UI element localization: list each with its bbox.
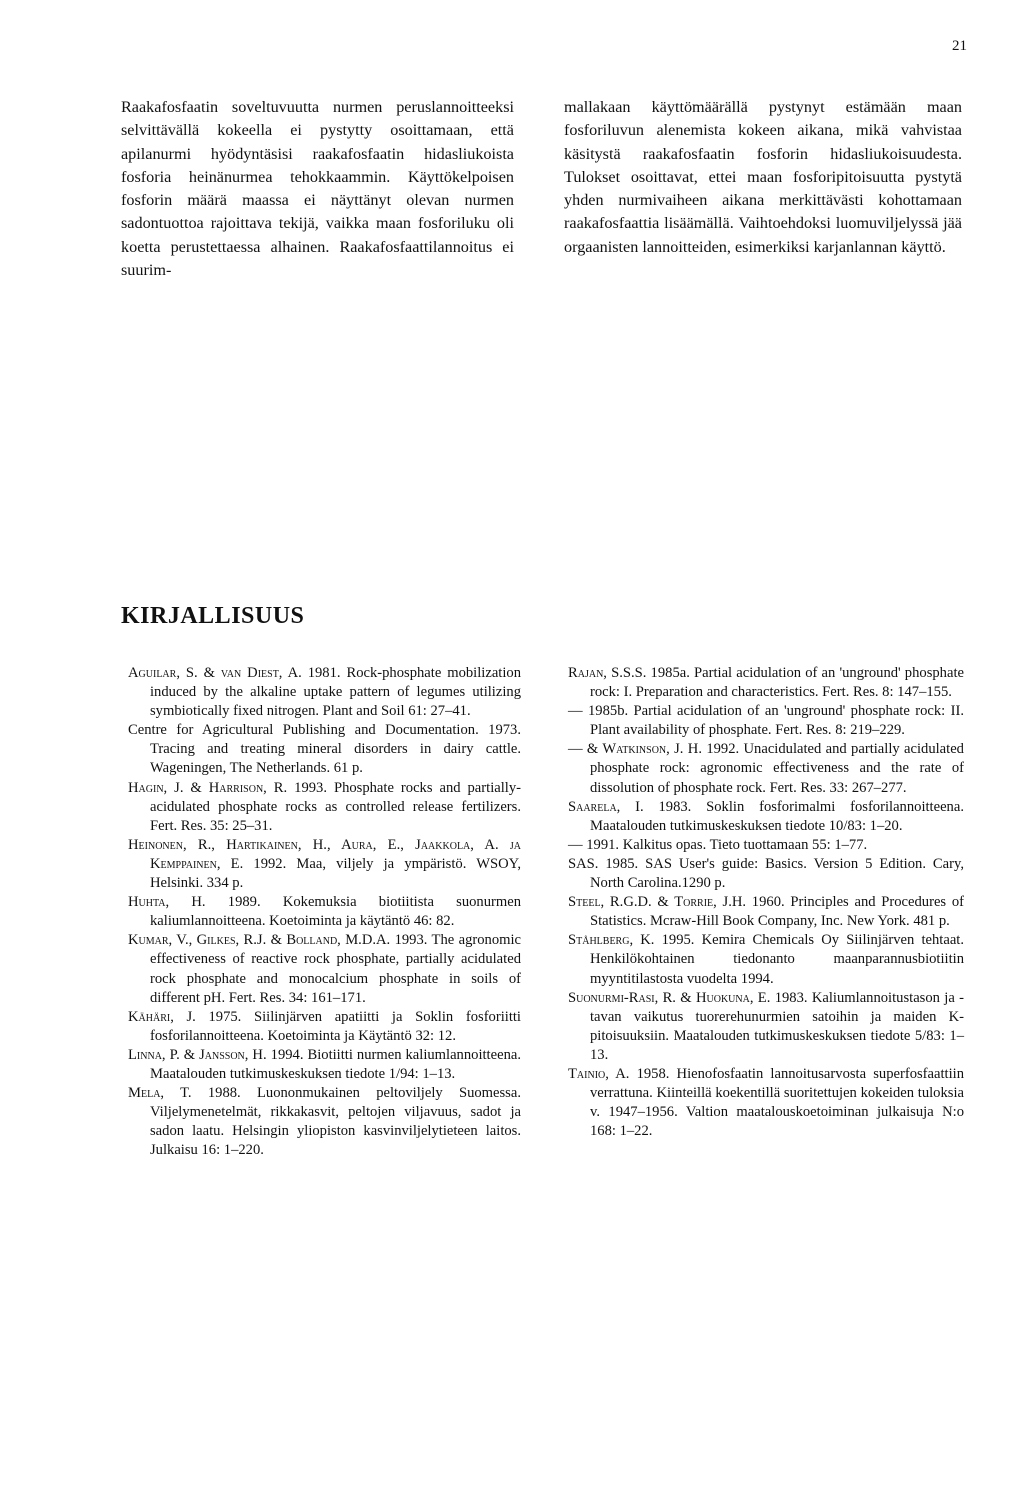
- reference-text: 1985a. Partial acidulation of an 'unground' phosphate rock: I. Preparation and characteristics. Fert. Res. 8: 147–155.: [590, 665, 964, 701]
- reference-text: — 1991. Kalkitus opas. Tieto tuottamaan 55: 1–77.: [568, 836, 868, 853]
- reference-text: 1983. Kaliumlannoitustason ja -tavan vaikutus tuorerehunurmien satoihin ja maiden K-pitoisuuksiin. Maatalouden tutkimuskeskuksen tiedote 5/83: 1–13.: [590, 989, 964, 1063]
- reference-author: — & Watkinson, J. H.: [568, 741, 702, 758]
- reference-author: Linna, P. & Jansson, H.: [128, 1046, 267, 1063]
- reference-entry: [568, 664, 964, 702]
- reference-author: Tainio, A.: [568, 1065, 630, 1082]
- section-title: KIRJALLISUUS: [121, 603, 305, 629]
- reference-entry: [568, 1065, 964, 1141]
- body-text-left: Raakafosfaatin soveltuvuutta nurmen peruslannoitteeksi selvittävällä kokeella ei pystytty osoittamaan, että apilanurmi hyödyntäsisi raakafosfaatin hidasliukoista fosforia heinänurmea tehokkaammin. Käyttökelpoisen fosforin määrä maassa ei näyttänyt olevan nurmen sadontuottoa rajoittava tekijä, vaikka maan fosforiluku oli koetta perustettaessa alhainen. Raakafosfaattilannoitus ei suurim-: [121, 98, 514, 280]
- reference-entry: [128, 836, 521, 893]
- reference-author: Mela, T.: [128, 1085, 192, 1102]
- reference-entry: [128, 931, 521, 1007]
- reference-entry: [568, 931, 964, 988]
- reference-entry: [128, 893, 521, 931]
- reference-author: Steel, R.G.D. & Torrie, J.H.: [568, 894, 747, 911]
- reference-entry: [568, 893, 964, 931]
- reference-entry: [128, 1084, 521, 1160]
- reference-text: 1983. Soklin fosforimalmi fosforilannoitteena. Maatalouden tutkimuskeskuksen tiedote 10/83: 1–20.: [590, 798, 964, 834]
- reference-author: Rajan, S.S.S.: [568, 665, 647, 681]
- reference-entry: [568, 989, 964, 1065]
- reference-author: Huhta, H.: [128, 894, 206, 911]
- reference-entry: [568, 702, 964, 740]
- page-number: 21: [952, 38, 967, 54]
- reference-entry: [568, 740, 964, 797]
- references-right-column: [568, 664, 964, 1141]
- reference-text: 1992. Maa, viljely ja ympäristö. WSOY, Helsinki. 334 p.: [150, 855, 521, 892]
- reference-text: 1981. Rock-phosphate mobilization induced by the alkaline uptake pattern of legumes utilizing symbiotically fixed nitrogen. Plant and Soil 61: 27–41.: [150, 665, 521, 720]
- reference-text: 1958. Hienofosfaatin lannoitusarvosta superfosfaattiin verrattuna. Kiinteillä koekentillä suoritettujen kokeiden tuloksia v. 1947–1956. Valtion maatalouskoetoiminan julkaisuja N:o 168: 1–22.: [590, 1065, 964, 1140]
- reference-text: 1975. Siilinjärven apatiitti ja Soklin fosforiitti fosforilannoitteena. Koetoiminta ja Käytäntö 32: 12.: [150, 1008, 521, 1044]
- reference-text: 1992. Unacidulated and partially acidulated phosphate rock: agronomic effectiveness and the rate of dissolution of phosphate rock. Fert. Res. 33: 267–277.: [590, 741, 964, 796]
- reference-text: 1988. Luononmukainen peltoviljely Suomessa. Viljelymenetelmät, rikkakasvit, peltojen viljavuus, sadot ja sadon laatu. Helsingin yliopiston kasvinviljelytieteen laitos. Julkaisu 16: 1–220.: [150, 1085, 521, 1159]
- reference-text: 1993. Phosphate rocks and partially-acidulated phosphate rocks as controlled release fertilizers. Fert. Res. 35: 25–31.: [150, 779, 521, 834]
- reference-text: 1960. Principles and Procedures of Statistics. Mcraw-Hill Book Company, Inc. New York. 481 p.: [590, 894, 964, 930]
- reference-text: Centre for Agricultural Publishing and Documentation. 1973. Tracing and treating mineral disorders in dairy cattle. Wageningen, The Netherlands. 61 p.: [128, 722, 521, 777]
- reference-entry: [128, 779, 521, 836]
- body-text-right: mallakaan käyttömäärällä pystynyt estämään maan fosforiluvun alenemista kokeen aikana, mikä vahvistaa käsitystä raakafosfaatin fosforin hidasliukoisuudesta. Tulokset osoittavat, ettei maan fosforipitoisuutta pystytä yhden nurmivaiheen aikana merkittävästi kohottamaan raakafosfaattia lisäämällä. Vaihtoehdoksi luomuviljelyssä jää orgaanisten lannoitteiden, esimerkiksi karjanlannan käyttö.: [564, 98, 962, 256]
- reference-author: Heinonen, R., Hartikainen, H., Aura, E., Jaakkola, A. ja Kemppainen, E.: [128, 836, 521, 872]
- reference-author: Ståhlberg, K.: [568, 932, 655, 949]
- reference-author: Suonurmi-Rasi, R. & Huokuna, E.: [568, 989, 771, 1006]
- reference-entry: [128, 664, 521, 721]
- reference-entry: [568, 798, 964, 836]
- reference-entry: [568, 855, 964, 893]
- reference-author: Kähäri, J.: [128, 1008, 196, 1025]
- reference-text: 1995. Kemira Chemicals Oy Siilinjärven tehtaat. Henkilökohtainen tiedonanto maanparannusbiotiitin myyntitilastosta vuodelta 1994.: [590, 932, 964, 987]
- references-left-column: [128, 664, 521, 1160]
- reference-entry: [568, 836, 964, 855]
- reference-text: — 1985b. Partial acidulation of an 'unground' phosphate rock: II. Plant availability of phosphate. Fert. Res. 8: 219–229.: [568, 703, 964, 739]
- reference-author: Saarela, I.: [568, 798, 644, 815]
- reference-text: 1994. Biotiitti nurmen kaliumlannoitteena. Maatalouden tutkimuskeskuksen tiedote 1/94: 1–13.: [150, 1046, 521, 1082]
- reference-author: Kumar, V., Gilkes, R.J. & Bolland, M.D.A.: [128, 932, 391, 949]
- reference-text: 1993. The agronomic effectiveness of reactive rock phosphate, partially acidulated rock phosphate and monocalcium phosphate in soils of different pH. Fert. Res. 34: 161–171.: [150, 932, 521, 1006]
- reference-entry: [128, 1046, 521, 1084]
- reference-entry: [128, 721, 521, 778]
- reference-entry: [128, 1008, 521, 1046]
- reference-text: SAS. 1985. SAS User's guide: Basics. Version 5 Edition. Cary, North Carolina.1290 p.: [568, 855, 964, 892]
- reference-author: Hagin, J. & Harrison, R.: [128, 779, 288, 796]
- reference-author: Aguilar, S. & van Diest, A.: [128, 665, 302, 681]
- reference-text: 1989. Kokemuksia biotiitista suonurmen kaliumlannoitteena. Koetoiminta ja käytäntö 46: 82.: [150, 894, 521, 930]
